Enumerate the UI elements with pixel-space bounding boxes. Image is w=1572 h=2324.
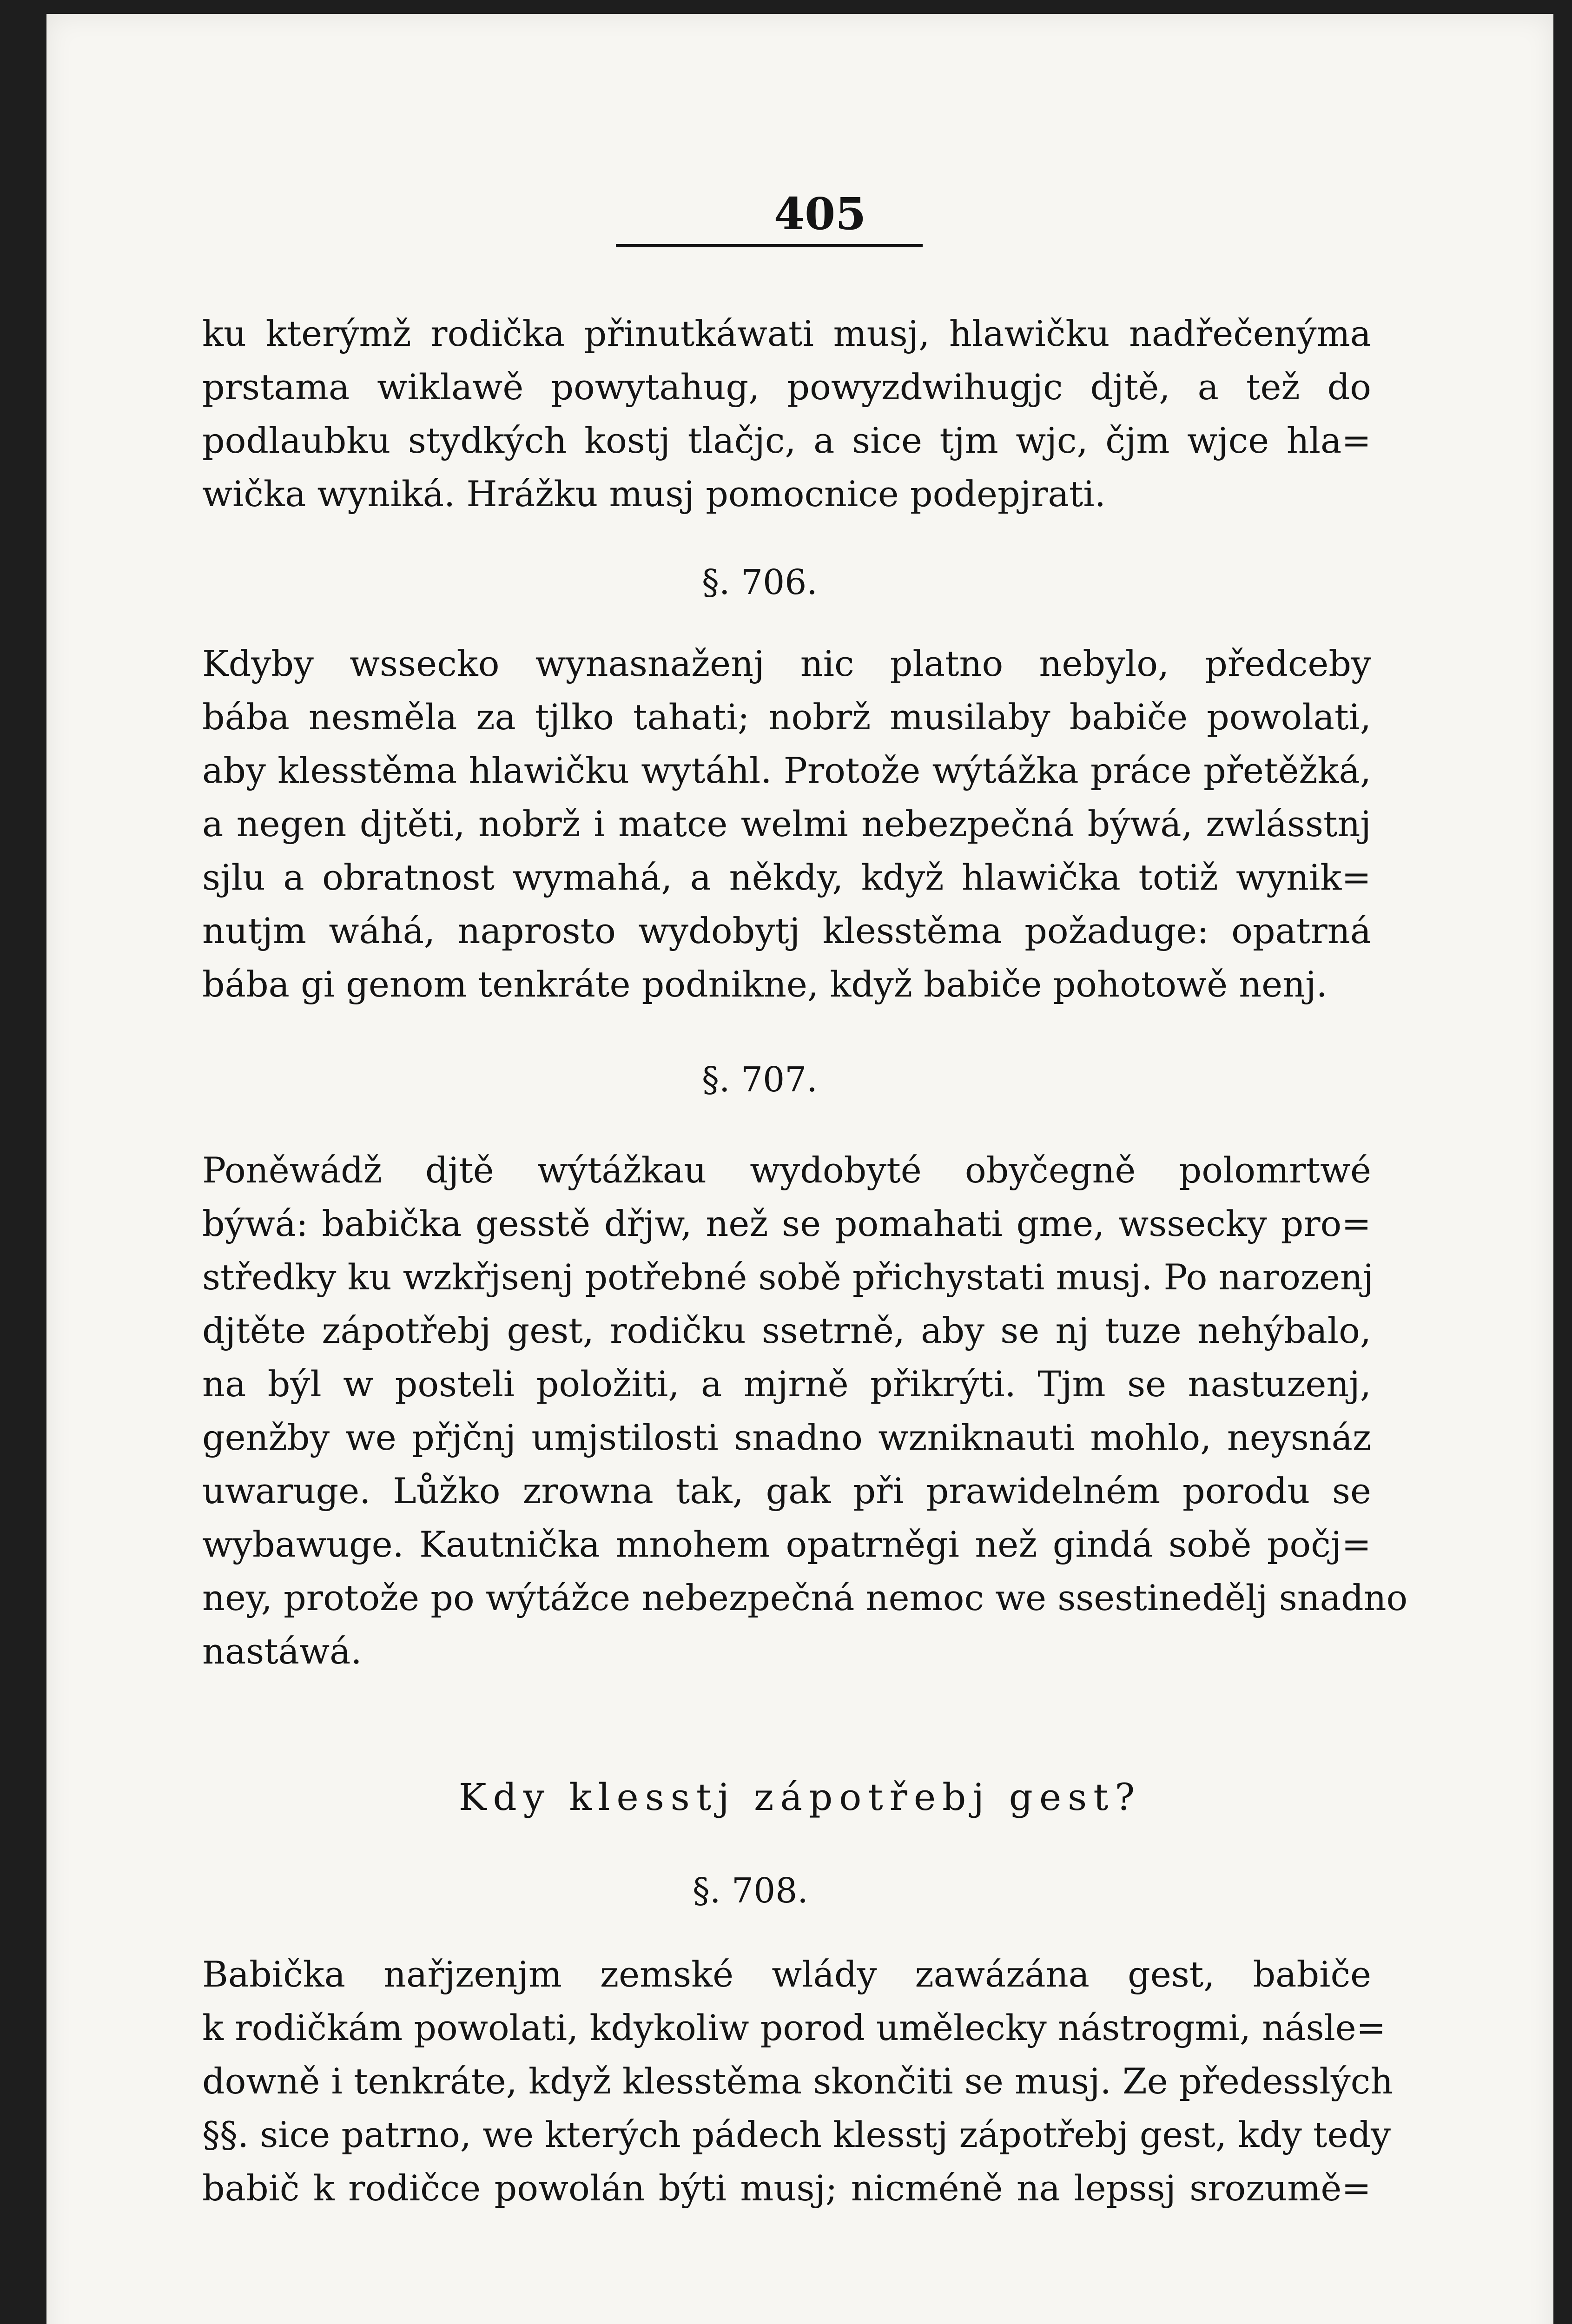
text-line: Poněwádž djtě wýtážkau wydobyté obyčegně polomrtwé <box>202 1149 1371 1191</box>
text-line: uwaruge. Lůžko zrowna tak, gak při prawidelném porodu se <box>202 1470 1371 1512</box>
section-number-706: §. 706. <box>702 562 818 602</box>
text-line: sjlu a obratnost wymahá, a někdy, když hlawička totiž wynik= <box>202 857 1371 898</box>
text-line: Kdyby wssecko wynasnaženj nic platno nebylo, předceby <box>202 643 1371 684</box>
text-line: prstama wiklawě powytahug, powyzdwihugjc djtě, a tež do <box>202 366 1371 408</box>
text-line: §§. sice patrno, we kterých pádech klesstj zápotřebj gest, kdy tedy <box>202 2114 1391 2155</box>
page-number: 405 <box>774 188 866 240</box>
text-line: středky ku wzkřjsenj potřebné sobě přichystati musj. Po narozenj <box>202 1256 1374 1298</box>
text-line: ney, protože po wýtážce nebezpečná nemoc we ssestinedělj snadno <box>202 1577 1408 1618</box>
header-rule <box>616 244 923 247</box>
text-line: bába gi genom tenkráte podnikne, když babiče pohotowě nenj. <box>202 964 1328 1005</box>
text-line: aby klesstěma hlawičku wytáhl. Protože wýtážka práce přetěžká, <box>202 750 1371 791</box>
text-line: k rodičkám powolati, kdykoliw porod umělecky nástrogmi, násle= <box>202 2007 1386 2048</box>
text-line: a negen djtěti, nobrž i matce welmi nebezpečná býwá, zwlásstnj <box>202 803 1371 845</box>
text-line: downě i tenkráte, když klesstěma skončiti se musj. Ze předesslých <box>202 2060 1394 2102</box>
text-line: wička wyniká. Hrážku musj pomocnice podepjrati. <box>202 473 1106 515</box>
section-heading: Kdy klesstj zápotřebj gest? <box>458 1776 1142 1819</box>
text-line: bába nesměla za tjlko tahati; nobrž musilaby babiče powolati, <box>202 696 1371 738</box>
section-number-707: §. 707. <box>702 1060 818 1100</box>
book-page <box>46 14 1553 2324</box>
text-line: býwá: babička gesstě dřjw, než se pomahati gme, wssecky pro= <box>202 1203 1371 1244</box>
text-line: djtěte zápotřebj gest, rodičku ssetrně, aby se nj tuze nehýbalo, <box>202 1310 1371 1351</box>
text-line: Babička nařjzenjm zemské wlády zawázána gest, babiče <box>202 1954 1371 1995</box>
text-line: nutjm wáhá, naprosto wydobytj klesstěma požaduge: opatrná <box>202 910 1371 951</box>
text-line: na býl w posteli položiti, a mjrně přikrýti. Tjm se nastuzenj, <box>202 1363 1371 1405</box>
text-line: ku kterýmž rodička přinutkáwati musj, hlawičku nadřečenýma <box>202 313 1371 354</box>
text-line: wybawuge. Kautnička mnohem opatrněgi než gindá sobě počj= <box>202 1524 1371 1565</box>
text-line: nastáwá. <box>202 1631 362 1672</box>
text-line: podlaubku stydkých kostj tlačjc, a sice tjm wjc, čjm wjce hla= <box>202 420 1371 461</box>
section-number-708: §. 708. <box>693 1871 808 1911</box>
text-line: babič k rodičce powolán býti musj; nicméně na lepssj srozumě= <box>202 2167 1371 2209</box>
text-line: genžby we přjčnj umjstilosti snadno wzniknauti mohlo, neysnáz <box>202 1417 1371 1458</box>
